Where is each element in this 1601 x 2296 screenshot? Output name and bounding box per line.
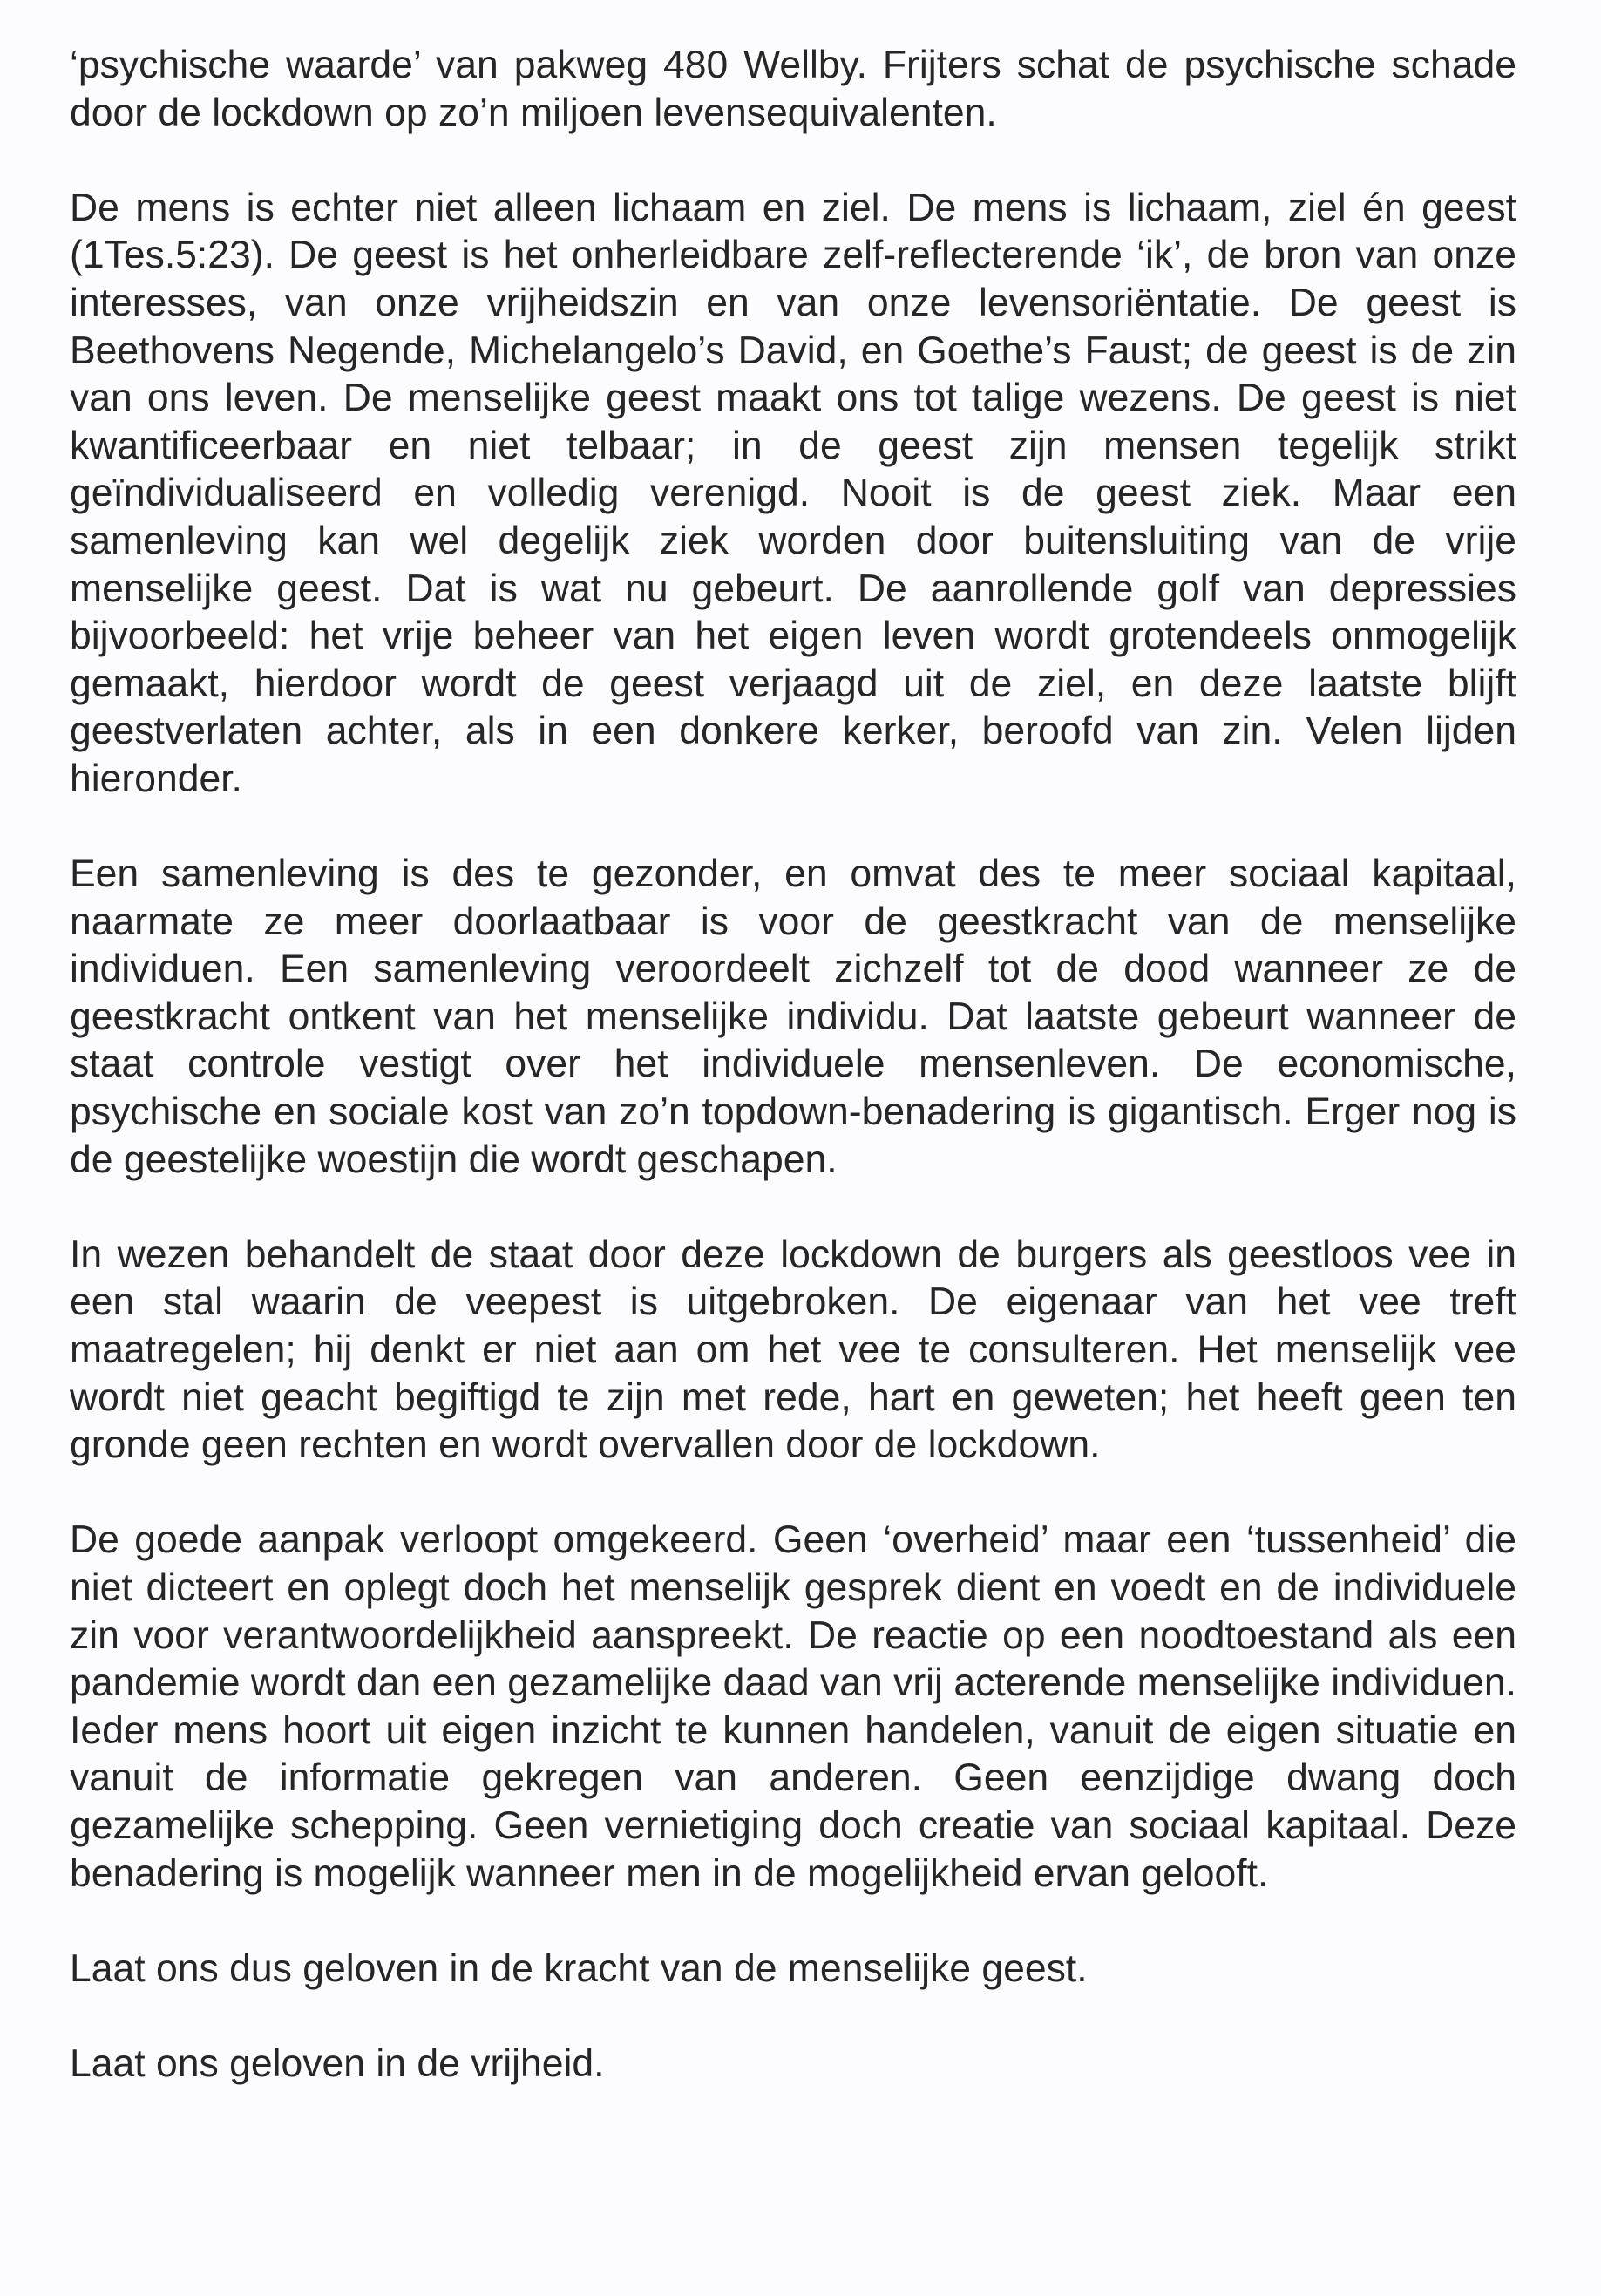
paragraph-believe-in-spirit: Laat ons dus geloven in de kracht van de menselijke geest. <box>70 1946 1088 1990</box>
paragraph-believe-in-freedom: Laat ons geloven in de vrijheid. <box>70 2041 605 2085</box>
paragraph-state-lockdown: In wezen behandelt de staat door deze lockdown de burgers als geestloos vee in een stal waarin de veepest is uitgebroken. De eigenaar van het vee treft maatregelen; hij denkt er niet aan om het vee te consulteren. Het menselijk vee wordt niet geacht begiftigd te zijn met rede, hart en geweten; het heeft geen ten gronde geen rechten en wordt overvallen door de lockdown. <box>70 1233 1516 1467</box>
document-body <box>70 42 1516 2089</box>
paragraph-good-approach: De goede aanpak verloopt omgekeerd. Geen ‘overheid’ maar een ‘tussenheid’ die niet dicteert en oplegt doch het menselijk gesprek dient en voedt en de individuele zin voor verantwoordelijkheid aanspreekt. De reactie op een noodtoestand als een pandemie wordt dan een gezamelijke daad van vrij acterende menselijke individuen. Ieder mens hoort uit eigen inzicht te kunnen handelen, vanuit de eigen situatie en vanuit de informatie gekregen van anderen. Geen eenzijdige dwang doch gezamelijke schepping. Geen vernietiging doch creatie van sociaal kapitaal. Deze benadering is mogelijk wanneer men in de mogelijkheid ervan gelooft. <box>70 1518 1516 1895</box>
paragraph-society-health: Een samenleving is des te gezonder, en omvat des te meer sociaal kapitaal, naarmate ze meer doorlaatbaar is voor de geestkracht van de menselijke individuen. Een samenleving veroordeelt zichzelf tot de dood wanneer ze de geestkracht ontkent van het menselijke individu. Dat laatste gebeurt wanneer de staat controle vestigt over het individuele mensenleven. De economische, psychische en sociale kost van zo’n topdown-benadering is gigantisch. Erger nog is de geestelijke woestijn die wordt geschapen. <box>70 853 1516 1181</box>
paragraph-psychic-damage: ‘psychische waarde’ van pakweg 480 Wellby. Frijters schat de psychische schade door de lockdown op zo’n miljoen levensequivalenten. <box>70 44 1516 134</box>
paragraph-body-soul-spirit: De mens is echter niet alleen lichaam en ziel. De mens is lichaam, ziel én geest (1Tes.5:23). De geest is het onherleidbare zelf-reflecterende ‘ik’, de bron van onze interesses, van onze vrijheidszin en van onze levensoriëntatie. De geest is Beethovens Negende, Michelangelo’s David, en Goethe’s Faust; de geest is de zin van ons leven. De menselijke geest maakt ons tot talige wezens. De geest is niet kwantificeerbaar en niet telbaar; in de geest zijn mensen tegelijk strikt geïndividualiseerd en volledig verenigd. Nooit is de geest ziek. Maar een samenleving kan wel degelijk ziek worden door buitensluiting van de vrije menselijke geest. Dat is wat nu gebeurt. De aanrollende golf van depressies bijvoorbeeld: het vrije beheer van het eigen leven wordt grotendeels onmogelijk gemaakt, hierdoor wordt de geest verjaagd uit de ziel, en deze laatste blijft geestverlaten achter, als in een donkere kerker, beroofd van zin. Velen lijden hieronder. <box>70 186 1516 800</box>
